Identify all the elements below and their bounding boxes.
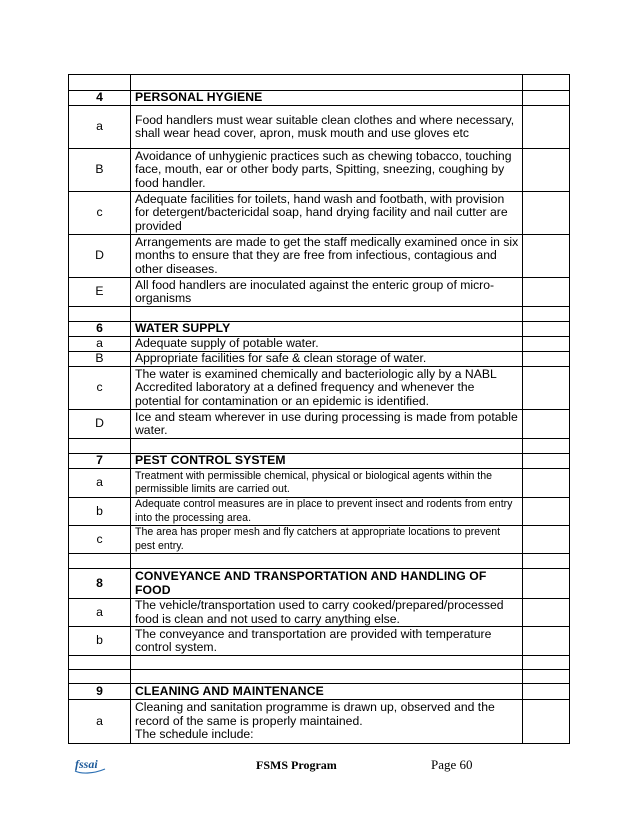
fssai-logo [73,756,107,774]
check-cell [523,278,570,307]
item-label: E [69,278,131,307]
item-label: b [69,627,131,656]
section-row [69,684,570,700]
check-cell [523,91,570,106]
check-cell [523,322,570,337]
section-number: 4 [69,91,131,106]
section-title: PERSONAL HYGIENE [131,91,523,106]
check-cell [523,627,570,656]
item-label: c [69,526,131,554]
item-label: b [69,498,131,526]
check-cell [523,599,570,627]
item-row [69,700,570,744]
item-text: The area has proper mesh and fly catchers at appropriate locations to prevent pest entry. [131,526,523,554]
section-number: 6 [69,322,131,337]
logo-text: fssai [75,757,98,771]
item-text: All food handlers are inoculated against the enteric group of micro-organisms [131,278,523,307]
section-number: 9 [69,684,131,700]
item-text: The water is examined chemically and bacteriologic ally by a NABL Accredited laboratory at a defined frequency and whenever the potential for contamination or an epidemic is identified. [131,367,523,410]
item-label: B [69,149,131,192]
check-cell [523,192,570,235]
spacer-row [69,75,570,91]
item-row [69,106,570,149]
item-row [69,278,570,307]
spacer-row [69,439,570,454]
item-row [69,235,570,278]
item-text: The conveyance and transportation are provided with temperature control system. [131,627,523,656]
check-cell [523,700,570,744]
section-title: WATER SUPPLY [131,322,523,337]
item-text: Ice and steam wherever in use during processing is made from potable water. [131,410,523,439]
section-number: 8 [69,569,131,599]
page-footer [0,756,638,776]
item-label: a [69,599,131,627]
item-label: B [69,352,131,367]
section-row [69,91,570,106]
checklist-table [68,74,570,744]
item-row [69,627,570,656]
spacer-row [69,554,570,569]
item-text: Arrangements are made to get the staff medically examined once in six months to ensure that they are free from infectious, contagious and other diseases. [131,235,523,278]
item-row [69,526,570,554]
item-text: Avoidance of unhygienic practices such as chewing tobacco, touching face, mouth, ear or other body parts, Spitting, sneezing, coughing by food handler. [131,149,523,192]
check-cell [523,469,570,498]
check-cell [523,498,570,526]
item-label: D [69,410,131,439]
section-number: 7 [69,454,131,469]
item-row [69,498,570,526]
item-label: a [69,469,131,498]
item-label: a [69,106,131,149]
item-label: D [69,235,131,278]
check-cell [523,526,570,554]
item-text: Adequate control measures are in place to prevent insect and rodents from entry into the processing area. [131,498,523,526]
item-row [69,352,570,367]
item-row [69,599,570,627]
check-cell [523,235,570,278]
item-text: The vehicle/transportation used to carry cooked/prepared/processed food is clean and not used to carry anything else. [131,599,523,627]
check-cell [523,149,570,192]
spacer-row [69,307,570,322]
item-row [69,469,570,498]
item-row [69,192,570,235]
section-title: CONVEYANCE AND TRANSPORTATION AND HANDLING OF FOOD [131,569,523,599]
section-title: CLEANING AND MAINTENANCE [131,684,523,700]
item-label: c [69,367,131,410]
check-cell [523,410,570,439]
section-row [69,569,570,599]
item-text: Appropriate facilities for safe & clean storage of water. [131,352,523,367]
footer-program: FSMS Program [256,758,337,772]
check-cell [523,352,570,367]
item-text: Food handlers must wear suitable clean clothes and where necessary, shall wear head cover, apron, musk mouth and use gloves etc [131,106,523,149]
check-cell [523,569,570,599]
item-row [69,410,570,439]
section-row [69,322,570,337]
item-label: a [69,337,131,352]
section-title: PEST CONTROL SYSTEM [131,454,523,469]
item-label: a [69,700,131,744]
check-cell [523,684,570,700]
check-cell [523,454,570,469]
spacer-row [69,670,570,684]
spacer-row [69,656,570,670]
item-row [69,149,570,192]
item-row [69,337,570,352]
item-row [69,367,570,410]
item-text: Cleaning and sanitation programme is drawn up, observed and the record of the same is properly maintained. The schedule include: [131,700,523,744]
item-text: Treatment with permissible chemical, physical or biological agents within the permissible limits are carried out. [131,469,523,498]
page-number: Page 60 [431,757,473,772]
check-cell [523,106,570,149]
check-cell [523,367,570,410]
check-cell [523,337,570,352]
section-row [69,454,570,469]
item-label: c [69,192,131,235]
item-text: Adequate facilities for toilets, hand wash and footbath, with provision for detergent/bactericidal soap, hand drying facility and nail cutter are provided [131,192,523,235]
item-text: Adequate supply of potable water. [131,337,523,352]
